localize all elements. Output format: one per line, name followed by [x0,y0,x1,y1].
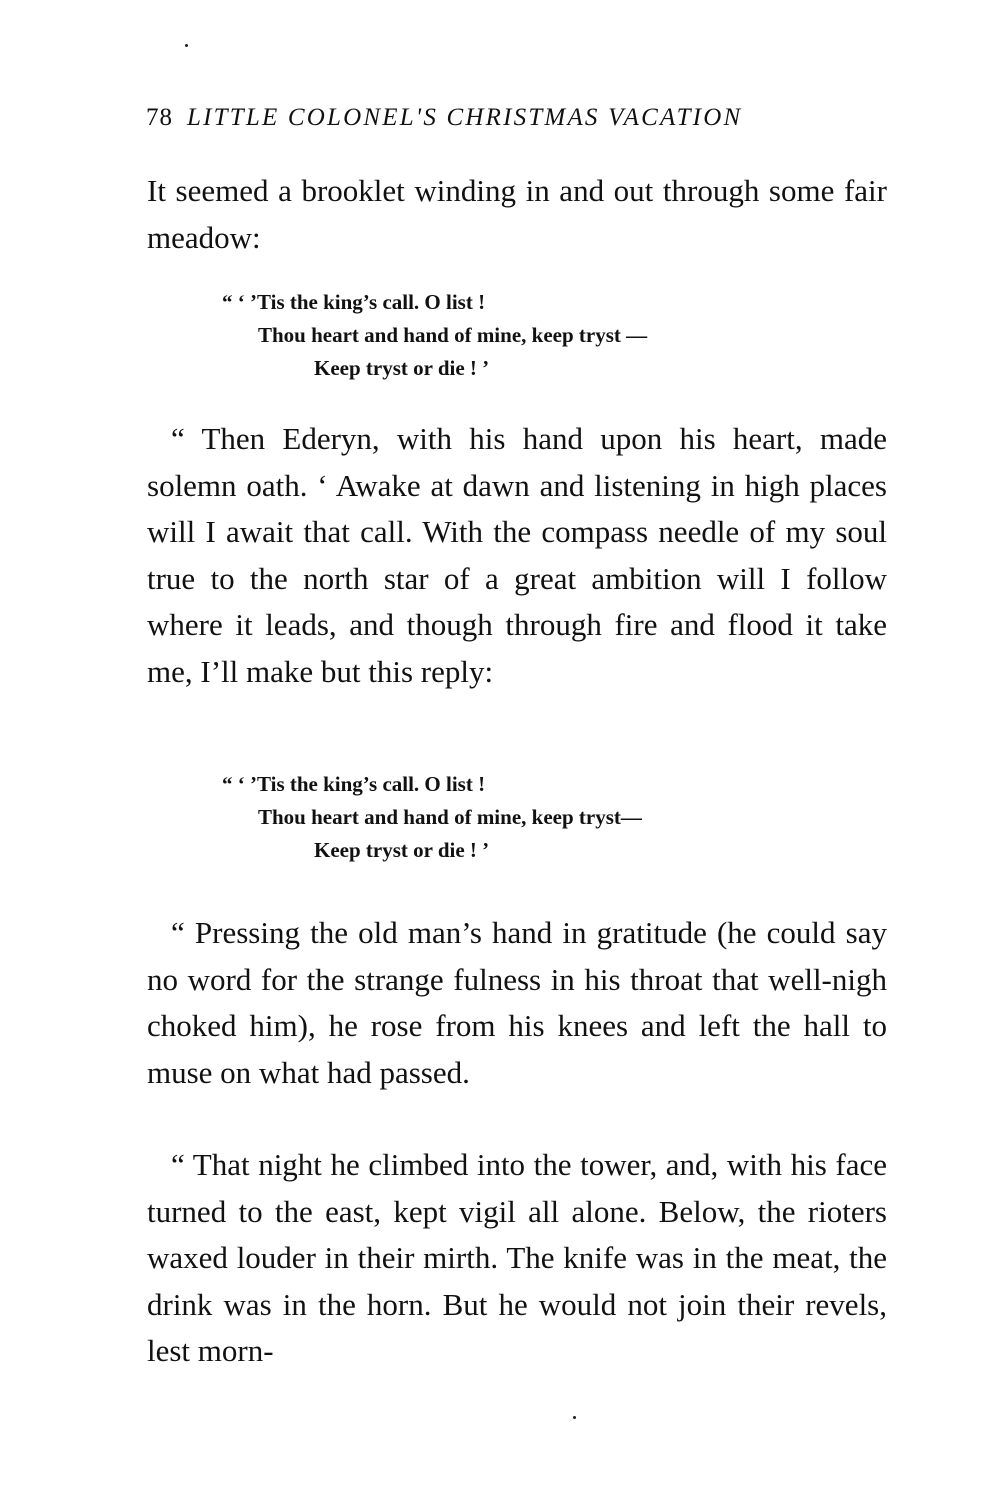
verse-line: Keep tryst or die ! ’ [314,838,490,862]
verse-line: Thou heart and hand of mine, keep tryst — [258,323,648,347]
verse-line: Thou heart and hand of mine, keep tryst— [258,805,642,829]
verse-line: Keep tryst or die ! ’ [314,356,490,380]
page-number: 78 [146,104,173,131]
print-speck [185,44,188,47]
paragraph-1: It seemed a brooklet winding in and out through some fair meadow: [147,173,887,255]
verse-line: “ ‘ ’Tis the king’s call. O list ! [222,772,486,796]
paragraph-4: “ That night he climbed into the tower, and, with his face turned to the east, kept vigil all alone. Below, the rioters waxed louder in their mirth. The knife was in the meat, the drink was in the horn. But he would not join their revels, lest morn- [147,1147,887,1369]
running-header [146,104,886,132]
verse-line: “ ‘ ’Tis the king’s call. O list ! [222,290,486,314]
print-speck [573,1416,576,1419]
paragraph-2: “ Then Ederyn, with his hand upon his heart, made solemn oath. ‘ Awake at dawn and listening in high places will I await that call. With the compass needle of my soul true to the north star of a great ambition will I follow where it leads, and though through fire and flood it take me, I’ll make but this reply: [147,421,887,689]
verse-2 [222,768,822,867]
paragraph-3: “ Pressing the old man’s hand in gratitude (he could say no word for the strange fulness in his throat that well-nigh choked him), he rose from his knees and left the hall to muse on what had passed. [147,915,887,1090]
verse-1 [222,286,822,385]
running-title: LITTLE COLONEL'S CHRISTMAS VACATION [187,104,743,131]
